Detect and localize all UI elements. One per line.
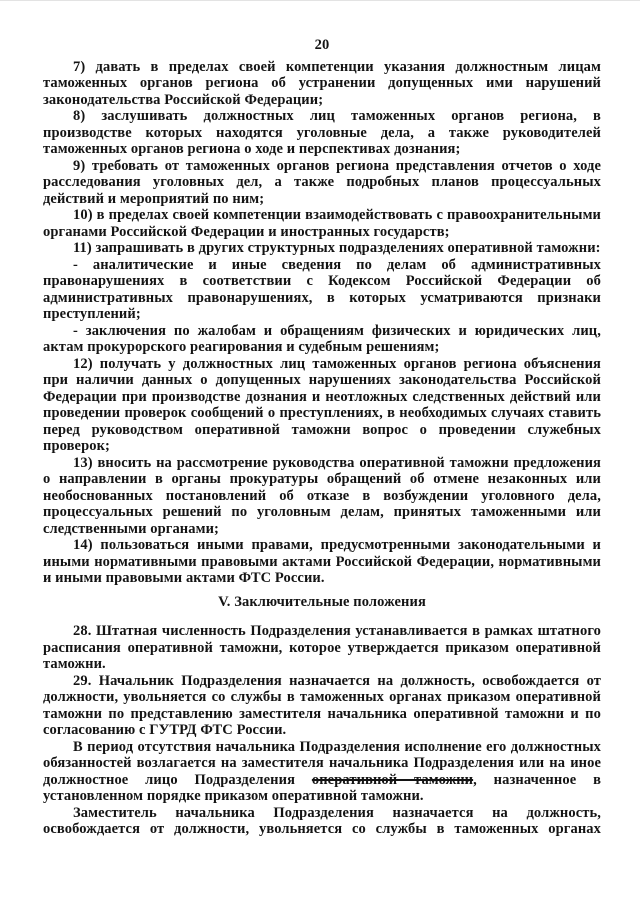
section-heading: V. Заключительные положения — [218, 593, 426, 610]
para-item-10: 10) в пределах своей компетенции взаимодействовать с правоохранительными органами Российской Федерации и иностранных государств; — [43, 207, 601, 240]
document-content — [43, 37, 601, 838]
para-item-13: 13) вносить на рассмотрение руководства оперативной таможни предложения о направлении в органы прокуратуры обращений об отмене незаконных или необоснованных постановлений об отказе в возбуждении уголовного дела, процессуальных решений по уголовным делам, принятых таможенными или следственными органами; — [43, 454, 601, 537]
bullet-analytical-info: - аналитические и иные сведения по делам об административных правонарушениях в соответствии с Кодексом Российской Федерации об административных правонарушениях, в которых усматриваются признаки преступлений; — [43, 256, 601, 322]
para-item-11: 11) запрашивать в других структурных подразделениях оперативной таможни: — [73, 240, 601, 256]
para-item-14: 14) пользоваться иными правами, предусмотренными законодательными и иными нормативными правовыми актами Российской Федерации, нормативными и иными правовыми актами ФТС России. — [43, 537, 601, 586]
para-item-7: 7) давать в пределах своей компетенции указания должностным лицам таможенных органов региона об устранении допущенных ими нарушений законодательства Российской Федерации; — [43, 58, 601, 108]
page-number: 20 — [314, 37, 330, 53]
bullet-conclusions: - заключения по жалобам и обращениям физических и юридических лиц, актам прокурорского реагирования и судебным решениям; — [43, 322, 601, 355]
para-absence-after: , назначенное в установленном порядке приказом оперативной таможни. — [43, 771, 601, 804]
strikethrough-text: оперативной таможни — [311, 771, 474, 788]
para-item-12: 12) получать у должностных лиц таможенных органов региона объяснения при наличии данных о допущенных нарушениях законодательства Российской Федерации при производстве дознания и неотложных следственных действий или проведении проверок сообщений о преступлениях, в необходимых случаях ставить перед руководством оперативной таможни вопрос о проведении служебных проверок; — [43, 355, 601, 454]
para-item-8: 8) заслушивать должностных лиц таможенных органов региона, в производстве которых находятся уголовные дела, а также руководителей таможенных органов региона о ходе и перспективах дознания; — [43, 108, 601, 157]
para-29: 29. Начальник Подразделения назначается на должность, освобождается от должности, увольняется со службы в таможенных органах приказом оперативной таможни по представлению заместителя начальника оперативной таможни и по согласованию с ГУТРД ФТС России. — [43, 672, 601, 738]
para-item-9: 9) требовать от таможенных органов региона представления отчетов о ходе расследования уголовных дел, а также подробных планов процессуальных действий и мероприятий по ним; — [43, 157, 601, 207]
para-absence-before: В период отсутствия начальника Подразделения исполнение его должностных обязанностей возлагается на заместителя начальника Подразделения или на иное должностное лицо Подразделения — [43, 738, 601, 788]
para-absence — [43, 739, 601, 805]
para-deputy-chief: Заместитель начальника Подразделения назначается на должность, освобождается от должности, увольняется со службы в таможенных органах — [43, 804, 601, 837]
para-28: 28. Штатная численность Подразделения устанавливается в рамках штатного расписания оперативной таможни, которое утверждается приказом оперативной таможни. — [43, 623, 601, 672]
